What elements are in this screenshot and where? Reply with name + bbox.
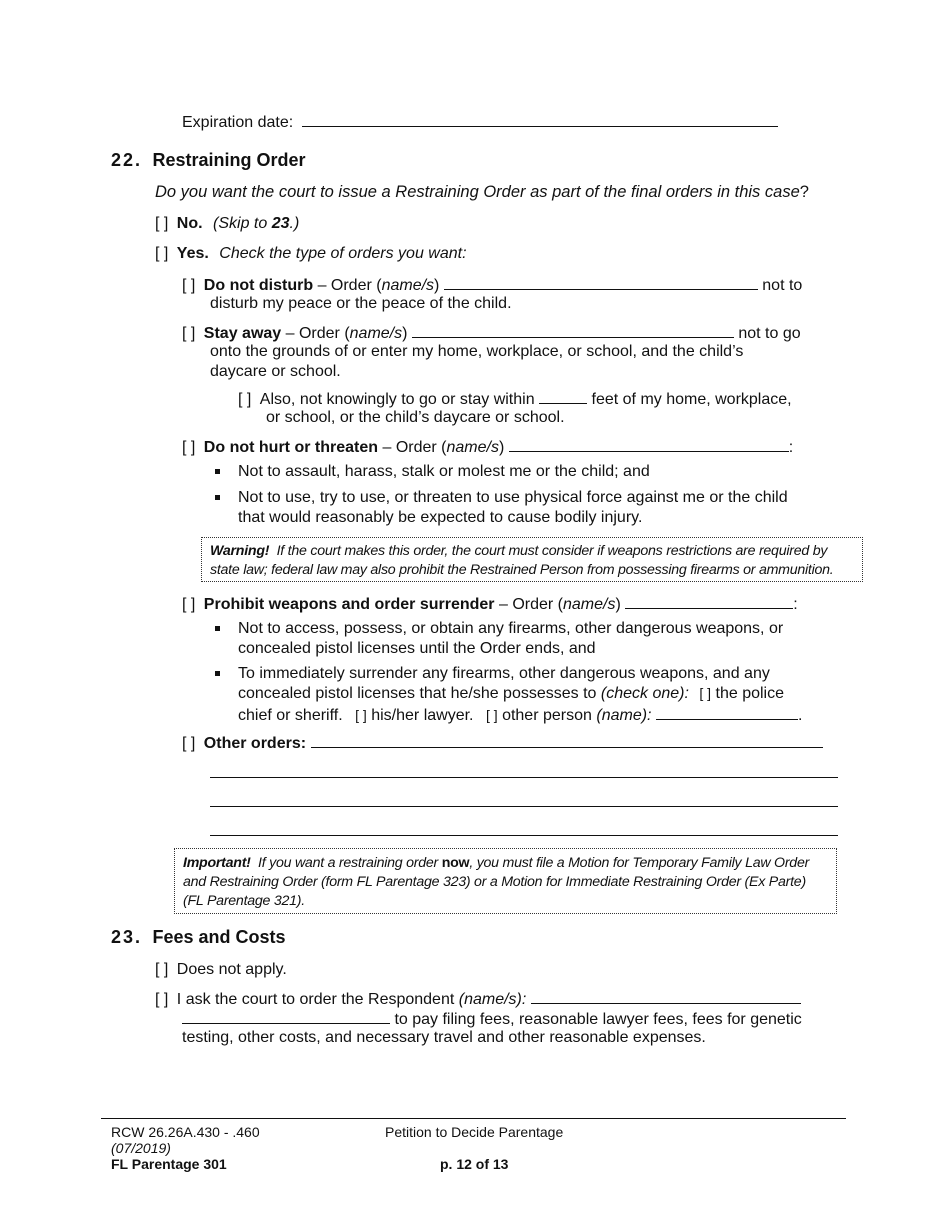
paren: ) — [498, 439, 505, 456]
paren: ) — [615, 596, 621, 613]
order-word: – Order ( — [382, 439, 447, 456]
also-post: feet of my home, workplace, — [591, 391, 792, 408]
section-title: Fees and Costs — [152, 927, 286, 947]
hurt-name-field[interactable] — [509, 437, 789, 452]
order-word: – Order ( — [498, 596, 563, 613]
hurt-bullet-2b: that would reasonably be expected to cause bodily injury. — [238, 509, 643, 526]
stay-name-field[interactable] — [412, 323, 734, 338]
section-title: Restraining Order — [152, 150, 306, 170]
hurt-bullet-2a: Not to use, try to use, or threaten to use physical force against me or the child — [238, 489, 788, 506]
stay-after: not to go — [738, 325, 801, 342]
weapons-bullet-2c: chief or sheriff. [ ] his/her lawyer. [ ] other person (name): . — [238, 707, 803, 724]
other-orders-label: Other orders: — [203, 735, 307, 752]
disturb-after: not to — [762, 277, 803, 294]
weapons-name-field[interactable] — [625, 594, 793, 609]
option-yes — [155, 245, 467, 263]
colon: : — [788, 439, 794, 456]
bullet-icon — [215, 469, 220, 474]
footer-rcw: RCW 26.26A.430 - .460 — [111, 1124, 260, 1140]
name-s: name/s — [562, 596, 616, 613]
stay-line3: daycare or school. — [210, 363, 341, 380]
weapons-bullet-1b: concealed pistol licenses until the Order ends, and — [238, 640, 596, 657]
fees-ask — [155, 989, 801, 1009]
section-number: 22. — [111, 150, 143, 170]
other-orders-checkbox[interactable]: [ ] — [182, 735, 196, 752]
other-orders-row — [182, 733, 823, 753]
feet-field[interactable] — [539, 389, 587, 404]
other-orders-line-4[interactable] — [210, 835, 838, 836]
order-do-not-disturb — [182, 275, 802, 295]
section-23-heading — [111, 927, 286, 948]
name-s: name/s — [349, 325, 403, 342]
colon: : — [793, 596, 798, 613]
important-box — [174, 848, 837, 914]
footer-left — [111, 1124, 260, 1172]
name-s: name/s — [446, 439, 499, 456]
footer-title: Petition to Decide Parentage — [385, 1124, 564, 1140]
bullet-icon — [215, 495, 220, 500]
disturb-checkbox[interactable]: [ ] — [182, 277, 196, 294]
warning-line-1: Warning! If the court makes this order, the court must consider if weapons restrictions are required by — [210, 543, 828, 559]
fees-ask-line3: testing, other costs, and necessary travel and other reasonable expenses. — [182, 1029, 706, 1046]
hurt-title: Do not hurt or threaten — [203, 439, 379, 456]
important-now: now — [441, 855, 470, 871]
disturb-title: Do not disturb — [203, 277, 314, 294]
weapons-bullet-2b: concealed pistol licenses that he/she possesses to (check one): [ ] the police — [238, 685, 785, 702]
not-apply-checkbox[interactable]: [ ] — [155, 961, 169, 978]
warning-line-2: state law; federal law may also prohibit the Restrained Person from possessing firearms or ammunition. — [210, 562, 834, 578]
important-line-2: and Restraining Order (form FL Parentage 323) or a Motion for Immediate Restraining Order (Ex Parte) — [183, 874, 806, 890]
footer-form: FL Parentage 301 — [111, 1156, 227, 1172]
check-one: (check one): — [600, 685, 689, 702]
warning-box — [201, 537, 863, 582]
weapons-title: Prohibit weapons and order surrender — [203, 596, 495, 613]
section-number: 23. — [111, 927, 143, 947]
fees-not-apply — [155, 961, 287, 979]
yes-label: Yes. — [176, 245, 209, 262]
yes-checkbox[interactable]: [ ] — [155, 245, 169, 262]
footer-date: (07/2019) — [111, 1140, 171, 1156]
paren: ) — [434, 277, 440, 294]
option-no — [155, 215, 299, 233]
name-paren: (name): — [596, 707, 652, 724]
order-do-not-hurt — [182, 437, 793, 457]
paren: ) — [402, 325, 408, 342]
bullet-icon — [215, 671, 220, 676]
expiration-date-field[interactable] — [302, 112, 778, 127]
also-checkbox[interactable]: [ ] — [238, 391, 252, 408]
no-label: No. — [176, 215, 203, 232]
other-orders-line-2[interactable] — [210, 777, 838, 778]
police-label: the police — [715, 685, 785, 702]
ask-after: to pay filing fees, reasonable lawyer fees, fees for genetic — [394, 1011, 802, 1028]
no-checkbox[interactable]: [ ] — [155, 215, 169, 232]
lawyer-label: his/her lawyer. — [371, 707, 474, 724]
bullet-icon — [215, 626, 220, 631]
question-mark: ? — [799, 183, 809, 201]
hurt-bullet-1: Not to assault, harass, stalk or molest me or the child; and — [238, 463, 650, 480]
also-pre: Also, not knowingly to go or stay within — [259, 391, 535, 408]
other-person-checkbox[interactable]: [ ] — [485, 707, 498, 723]
order-stay-away — [182, 323, 801, 343]
stay-title: Stay away — [203, 325, 282, 342]
other-person-field[interactable] — [656, 705, 798, 720]
other-person-label: other person — [502, 707, 592, 724]
weapons-bullet-1a: Not to access, possess, or obtain any firearms, other dangerous weapons, or — [238, 620, 784, 637]
important-line-3: (FL Parentage 321). — [183, 893, 305, 909]
order-prohibit-weapons — [182, 594, 798, 614]
important-line-1: Important! If you want a restraining order now, you must file a Motion for Temporary Family Law Order — [183, 855, 810, 871]
disturb-name-field[interactable] — [444, 275, 758, 290]
restraining-question — [155, 183, 809, 202]
name-s: name/s — [381, 277, 435, 294]
weapons-checkbox[interactable]: [ ] — [182, 596, 196, 613]
section-22-heading — [111, 150, 306, 171]
respondent-name-field[interactable] — [531, 989, 801, 1004]
footer-divider — [101, 1118, 846, 1119]
ask-pre: I ask the court to order the Respondent — [176, 991, 455, 1008]
fees-ask-line2 — [182, 1009, 802, 1029]
other-orders-field[interactable] — [311, 733, 823, 748]
disturb-line2: disturb my peace or the peace of the child. — [210, 295, 512, 312]
stay-checkbox[interactable]: [ ] — [182, 325, 196, 342]
lawyer-checkbox[interactable]: [ ] — [355, 707, 367, 723]
important-bold: Important! — [183, 855, 251, 871]
no-note: (Skip to 23.) — [213, 215, 300, 232]
weapons-bullet-2a: To immediately surrender any firearms, other dangerous weapons, and any — [238, 665, 770, 682]
expiration-label: Expiration date: — [182, 114, 294, 131]
order-word: – Order ( — [285, 325, 350, 342]
warning-bold: Warning! — [210, 543, 270, 559]
question-text: Do you want the court to issue a Restraining Order as part of the final orders in this case — [155, 183, 800, 201]
ask-name-paren: (name/s): — [458, 991, 527, 1008]
stay-line2: onto the grounds of or enter my home, workplace, or school, and the child’s — [210, 343, 744, 360]
also-distance-row — [238, 389, 792, 409]
also-line2: or school, or the child’s daycare or school. — [266, 409, 565, 426]
other-orders-line-3[interactable] — [210, 806, 838, 807]
footer-page: p. 12 of 13 — [440, 1156, 509, 1172]
respondent-name-field-2[interactable] — [182, 1009, 390, 1024]
expiration-date-row — [182, 112, 778, 132]
ask-checkbox[interactable]: [ ] — [155, 991, 169, 1008]
order-word: – Order ( — [317, 277, 382, 294]
yes-note: Check the type of orders you want: — [219, 245, 467, 262]
hurt-checkbox[interactable]: [ ] — [182, 439, 196, 456]
police-checkbox[interactable]: [ ] — [699, 685, 712, 701]
not-apply-label: Does not apply. — [176, 961, 287, 978]
chief-label: chief or sheriff. — [238, 707, 343, 724]
